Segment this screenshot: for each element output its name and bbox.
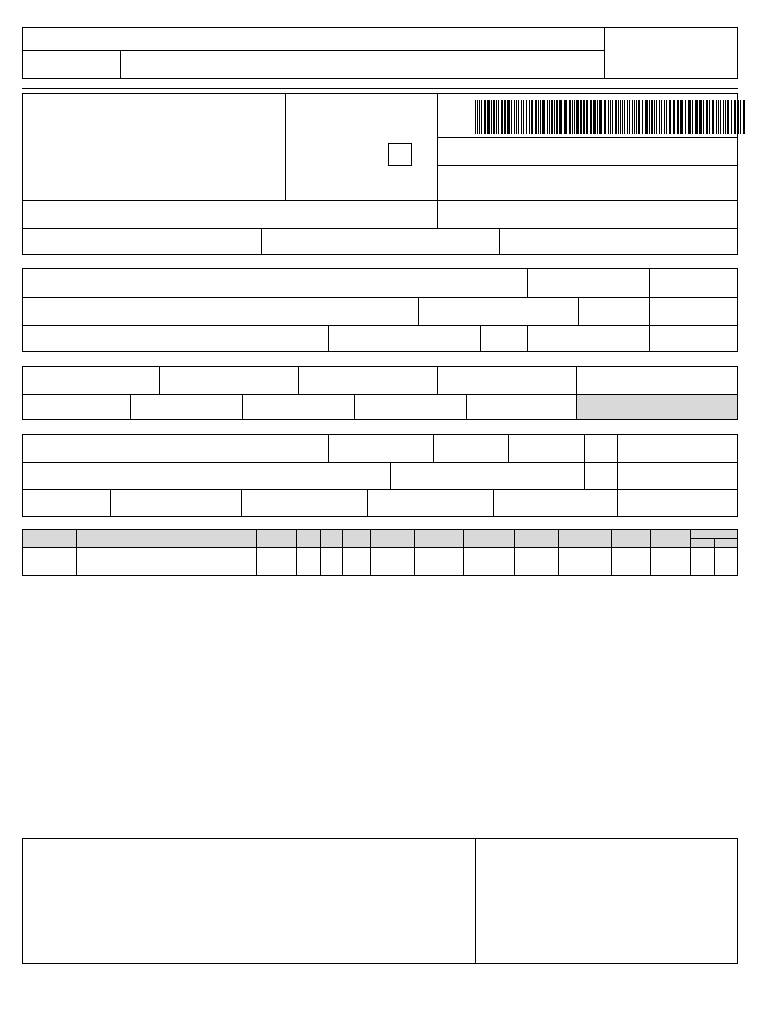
emitter-row-divider [23,200,737,201]
recipient-row-divider [23,297,737,298]
barcode-bar [583,100,585,134]
items-header-divider [23,547,737,548]
barcode-bar [706,100,708,134]
barcode-bar [580,100,582,134]
barcode-bar [493,100,495,134]
tax-cell [354,394,355,419]
barcode-bar [692,100,693,134]
tax-block [22,366,738,420]
barcode-bar [723,100,724,134]
barcode-bar [484,100,486,134]
barcode-bar [535,100,537,134]
items-col [558,530,559,575]
barcode-bar [604,100,606,134]
barcode-bar [651,100,653,134]
barcode-bar [634,100,635,134]
barcode-bar [649,100,650,134]
barcode-bar [501,100,503,134]
recipient-cell [527,269,528,297]
barcode-bar [531,100,533,134]
recipient-cell [578,297,579,325]
barcode-bar [716,100,717,134]
footer-divider [475,839,476,963]
items-col [296,530,297,575]
recipient-row-divider-2 [23,325,737,326]
barcode-bar [659,100,660,134]
items-col [611,530,612,575]
barcode-bar [496,100,497,134]
recipient-cell [328,325,329,351]
barcode-bar [540,100,541,134]
recipient-cell [480,325,481,351]
barcode-bar [504,100,506,134]
barcode-bar [666,100,667,134]
operation-checkbox[interactable] [388,143,412,166]
barcode-bar [487,100,490,134]
barcode-bar [677,100,679,134]
transport-cell [508,435,509,462]
barcode-bar [680,100,683,134]
barcode-row-divider [437,137,737,138]
barcode-bar [554,100,555,134]
barcode-bar [699,100,702,134]
barcode-bar [481,100,482,134]
barcode-bar [738,100,739,134]
items-col [463,530,464,575]
barcode-bar [656,100,657,134]
barcode-divider [437,94,438,228]
barcode-bar [574,100,575,134]
barcode-bar [521,100,522,134]
transport-row-divider [23,462,737,463]
footer-block [22,838,738,964]
barcode-bar [564,100,567,134]
barcode-bar [551,100,553,134]
barcode-bar [559,100,562,134]
barcode-bar [547,100,548,134]
barcode-bar [740,100,741,134]
barcode-bar [618,100,619,134]
barcode-bar [538,100,539,134]
barcode-bar [542,100,545,134]
barcode-bar [685,100,686,134]
header-row-divider [23,50,604,51]
barcode-bar [709,100,710,134]
barcode-bar [498,100,499,134]
items-col [514,530,515,575]
transport-block [22,434,738,517]
barcode-bar [593,100,596,134]
barcode-bar [720,100,721,134]
barcode-bar [518,100,519,134]
barcode-bar [526,100,527,134]
emitter-row-divider-2 [23,228,737,229]
items-table-header [23,530,737,547]
emitter-block [22,93,738,255]
barcode-bar [743,100,745,134]
barcode-bar [632,100,633,134]
barcode-bar [507,100,510,134]
items-col [690,530,691,575]
emitter-divider [285,94,286,200]
tax-cell [130,394,131,419]
barcode-bar [523,100,524,134]
recipient-block [22,268,738,352]
barcode-bar [477,100,478,134]
barcode-bar [636,100,637,134]
barcode-bar [590,100,592,134]
barcode-bar [612,100,613,134]
barcode-bar [586,100,588,134]
barcode-bar [516,100,517,134]
emitter-cell-divider-2 [499,228,500,254]
barcode-bar [624,100,625,134]
barcode-bar [688,100,691,134]
barcode-bar [608,100,609,134]
barcode-bar [654,100,655,134]
transport-cell [584,435,585,489]
items-col [370,530,371,575]
barcode-bar [731,100,732,134]
header-divider [604,28,605,78]
barcode-bar [673,100,675,134]
emitter-cell-divider [261,228,262,254]
barcode-bar [645,100,648,134]
barcode-bar [725,100,726,134]
transport-row-divider-2 [23,489,737,490]
barcode-bar [661,100,662,134]
barcode-bar [695,100,698,134]
tax-cell [159,367,160,394]
barcode-bar [669,100,671,134]
barcode-bar [638,100,640,134]
recipient-cell [527,325,528,351]
items-col [320,530,321,575]
transport-cell [367,489,368,516]
transport-cell [328,435,329,462]
shaded-total-cell [577,395,737,419]
barcode-bar [572,100,573,134]
barcode-bar [556,100,558,134]
tax-cell [466,394,467,419]
barcode-bar [576,100,579,134]
barcode-bar [622,100,623,134]
tax-cell [298,367,299,394]
transport-cell [390,462,391,489]
barcode-bar [734,100,736,134]
recipient-cell [418,297,419,325]
tax-cell [242,394,243,419]
barcode-bar [642,100,643,134]
transport-cell [433,435,434,462]
items-col [414,530,415,575]
barcode-bar [664,100,665,134]
barcode-icon [451,98,753,136]
tax-cell [437,367,438,394]
items-col [650,530,651,575]
barcode-bar [610,100,611,134]
items-col [76,530,77,575]
barcode-bar [599,100,602,134]
barcode-bar [629,100,630,134]
header-cell-divider [120,50,121,78]
barcode-bar [511,100,512,134]
barcode-bar [479,100,480,134]
transport-cell [241,489,242,516]
header-block [22,27,738,79]
recipient-cell [649,269,650,351]
barcode-bar [703,100,704,134]
items-col [714,538,715,575]
items-col [256,530,257,575]
barcode-bar [514,100,515,134]
barcode-bar [597,100,598,134]
barcode-bar [569,100,571,134]
items-table [22,529,738,576]
items-col [342,530,343,575]
barcode-bar [718,100,719,134]
barcode-bar [627,100,628,134]
barcode-bar [615,100,617,134]
barcode-bar [712,100,714,134]
transport-cell [493,489,494,516]
barcode-bar [727,100,729,134]
separator-line [22,88,738,89]
barcode-bar [491,100,492,134]
barcode-bar [620,100,621,134]
barcode-bar [549,100,550,134]
transport-cell [617,435,618,516]
barcode-bar [529,100,530,134]
barcode-bar [475,100,476,134]
barcode-row-divider-2 [437,165,737,166]
transport-cell [110,489,111,516]
